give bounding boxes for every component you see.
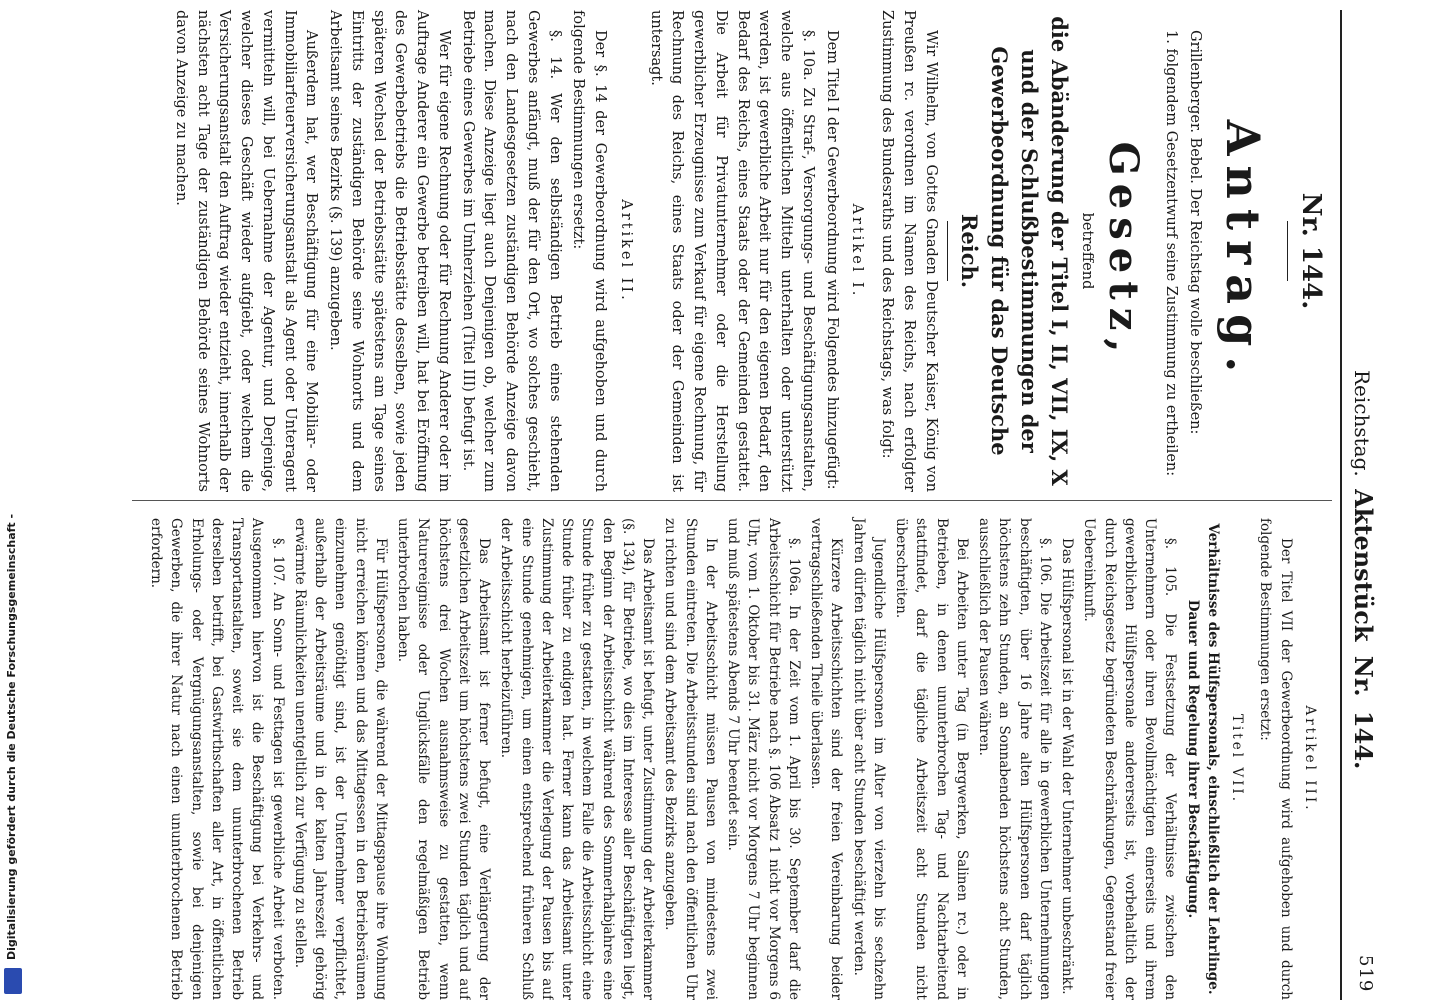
section-106-paragraph-2: Bei Arbeiten unter Tag (in Bergwerken, Salinen rc.) oder in Betrieben, in denen ununterbrochen Tag- und Nachtarbeitend stattfindet, darf die tägliche Arbeitszeit acht Stunden nicht überschreiten. [893, 518, 970, 1000]
article-2-heading: Artikel II. [618, 199, 634, 303]
header-rule [1340, 10, 1342, 1000]
column-divider [132, 500, 1332, 502]
scanned-page [110, 0, 1400, 1000]
article-1-intro: Dem Titel I der Gewerbeordnung wird Folgendes hinzugefügt: [823, 30, 840, 490]
section-106a: §. 106a. In der Zeit vom 1. April bis 30. September darf die Arbeitsschicht für Betriebe nach §. 106 Absatz 1 nicht vor Morgens 6 Uhr, vom 1. Oktober bis 31. März nicht vor Morgens 7 Uhr beginnen und muß spätestens Abends 7 Uhr beendet sein. [725, 518, 802, 1000]
document-reference: Aktenstück Nr. 144. [1349, 489, 1378, 770]
law-title: die Abänderung der Titel I, II, VII, IX, X und der Schlußbestimmungen der Gewerbeordnung für das Deutsche Reich. [956, 16, 1072, 486]
article-3-heading: Artikel III. [1302, 705, 1318, 813]
section-14-paragraph-1: §. 14. Wer den selbständigen Betrieb eines stehenden Gewerbes anfängt, muß der für den Ort, wo solches geschieht, nach den Landesgesetzen zuständigen Behörde Anzeige davon machen. Diese Anzeige liegt auch Denjenigen ob, welcher zum Betriebe eines Gewerbes im Umherziehen (Titel III) befugt ist. [459, 10, 563, 492]
document-number: Nr. 144. [1296, 192, 1326, 310]
title-7-subheading: Verhältnisse des Hülfspersonals, einschließlich der Lehrlinge. Dauer und Regelung ihrer Beschäftigung. [1184, 523, 1221, 995]
section-14-paragraph-3: Außerdem hat, wer Beschäftigung für eine Mobiliar- oder Immobiliarfeuerversicherungsanstalt als Agent oder Unteragent vermitteln will, bei Uebernahme der Agentur, und Derjenige, welcher dieses Geschäft wieder aufgiebt, oder welchem die Versicherungsanstalt den Auftrag wieder entzieht, innerhalb der nächsten acht Tage der zuständigen Behörde seines Wohnorts davon Anzeige zu machen. [173, 10, 320, 492]
digitization-credit [0, 0, 28, 1000]
section-10a: §. 10a. Zu Straf-, Versorgungs- und Beschäftigungsanstalten, welche aus öffentlichen Mitteln unterhalten oder unterstützt werden, ist gewerbliche Arbeit nur für den eigenen Bedarf, den Bedarf des Reichs, eines Staats oder der Gemeinden gestattet. Die Arbeit für Privatunternehmer oder die Herstellung gewerblicher Erzeugnisse zum Verkauf für eigene Rechnung, für Rechnung des Reichs, eines Staats oder der Gemeinden ist untersagt. [647, 10, 816, 492]
motion-lead: Grillenberger. Bebel. Der Reichstag wolle beschließen: [1187, 30, 1203, 435]
dfg-logo [4, 968, 22, 994]
section-106a-paragraph-4: Das Arbeitsamt ist ferner befugt, eine Verlängerung der gesetzlichen Arbeitszeit um höchstens zwei Stunden täglich und auf höchstens drei Wochen ausnahmsweise zu gestatten, wenn Naturereignisse oder Unglücksfälle den regelmäßigen Betrieb unterbrochen haben. [395, 518, 493, 1000]
running-head [1349, 370, 1378, 769]
section-106: §. 106. Die Arbeitszeit für alle in gewerblichen Unternehmungen beschäftigten, über 16 Jahre alten Hülfspersonen darf täglich höchstens zehn Stunden, an Sonnabenden höchstens acht Stunden, ausschließlich der Pausen währen. [976, 518, 1053, 1000]
section-14-paragraph-2: Wer für eigene Rechnung oder für Rechnung Anderer oder im Auftrage Anderer ein Gewerbe betreiben will, hat bei Eröffnung des Gewerbebetriebs die Betriebsstätte desselben, sowie jeden späteren Wechsel der Betriebsstätte spätestens am Tage seines Eintritts der zuständigen Behörde seine Wohnorts und dem Arbeitsamt seines Bezirks (§. 139) anzugeben. [327, 10, 452, 492]
enactment-formula: Wir Wilhelm, von Gottes Gnaden Deutscher Kaiser, König von Preußen rc. verordnen im Namen des Reichs, nach erfolgter Zustimmung des Bundesraths und des Reichstags, was folgt: [879, 10, 939, 492]
page-number: 519 [1355, 955, 1376, 993]
digitization-credit-text: Digitalisierung gefördert durch die Deutsche Forschungsgemeinschaft - [5, 513, 18, 960]
publication-name: Reichstag. [1350, 370, 1374, 477]
right-column [144, 518, 1328, 1000]
short-rule [1287, 221, 1288, 281]
section-106a-paragraph-5: Für Hülfspersonen, die während der Mittagspause ihre Wohnung nicht erreichen können und das Mittagessen in den Betriebsräumen einzunehmen genöthigt sind, ist der Unternehmer verpflichtet, außerhalb der Arbeitsräume und in der kalten Jahreszeit gehörig erwärmte Räumlichkeiten unentgeltlich zur Verfügung zu stellen. [292, 518, 389, 1000]
page-header [1340, 0, 1390, 1000]
section-106a-paragraph-2: In der Arbeitsschicht müssen Pausen von mindestens zwei Stunden eintreten. Die Arbeitsstunden sind nach den öffentlichen Uhr zu richten und sind dem Arbeitsamt des Bezirks anzugeben. [662, 518, 719, 1000]
motion-item: 1. folgendem Gesetzentwurf seine Zustimmung zu ertheilen: [1163, 30, 1180, 477]
short-rule-2 [947, 221, 948, 281]
betreffend-label: betreffend [1079, 212, 1096, 290]
left-column [167, 10, 1328, 492]
section-107: §. 107. An Sonn- und Festtagen ist gewerbliche Arbeit verboten. Ausgenommen hiervon ist die Beschäftigung bei Verkehrs- und Transportanstalten, soweit sie dem ununterbrochenen Betrieb derselben betrifft, bei Gastwirthschaften aller Art, in öffentlichen Erholungs- oder Vergnügungsanstalten, sowie bei denjenigen Gewerben, die ihrer Natur nach einen ununterbrochenen Betrieb erfordern. [148, 518, 286, 1000]
gesetz-heading: Gesetz, [1100, 141, 1148, 361]
article-3-intro: Der Titel VII der Gewerbeordnung wird aufgehoben und durch folgende Bestimmungen ersetzt: [1257, 518, 1294, 1000]
section-106-paragraph-4: Kürzere Arbeitsschichten sind der freien Vereinbarung beider vertragschließenden Theile überlassen. [808, 518, 845, 1000]
title-7-heading: Titel VII. [1229, 713, 1246, 805]
article-2-intro: Der §. 14 der Gewerbeordnung wird aufgehoben und durch folgende Bestimmungen ersetzt: [570, 10, 609, 492]
section-106a-paragraph-3: Das Arbeitsamt ist befugt, unter Zustimmung der Arbeiterkammer (§. 134), für Betriebe, wo dies im Interesse aller Beschäftigten liegt, den Beginn der Arbeitsschicht während des Sommerhalbjahres eine Stunde früher zu gestatten, in welchem Falle die Arbeitsschicht eine Stunde früher zu endigen hat. Ferner kann das Arbeitsamt unter Zustimmung der Arbeiterkammer die Verlegung der Pausen bis auf eine Stunde genehmigen, um einen entsprechend früheren Schluß der Arbeitsschicht herbeizuführen. [498, 518, 657, 1000]
section-105: §. 105. Die Festsetzung der Verhältnisse zwischen den Unternehmern oder ihren Bevollmächtigten einerseits und ihrem gewerblichen Hülfspersonale andererseits ist, vorbehaltlich der durch Reichsgesetz begründeten Beschränkungen, Gegenstand freier Uebereinkunft. [1081, 518, 1179, 1000]
section-105-paragraph-2: Das Hülfspersonal ist in der Wahl der Unternehmer unbeschränkt. [1059, 538, 1076, 995]
section-106-paragraph-3: Jugendliche Hülfspersonen im Alter von vierzehn bis sechzehn Jahren dürfen täglich nicht über acht Stunden beschäftigt werden. [850, 518, 887, 1000]
article-1-heading: Artikel I. [849, 203, 866, 299]
antrag-heading: Antrag. [1216, 119, 1270, 383]
